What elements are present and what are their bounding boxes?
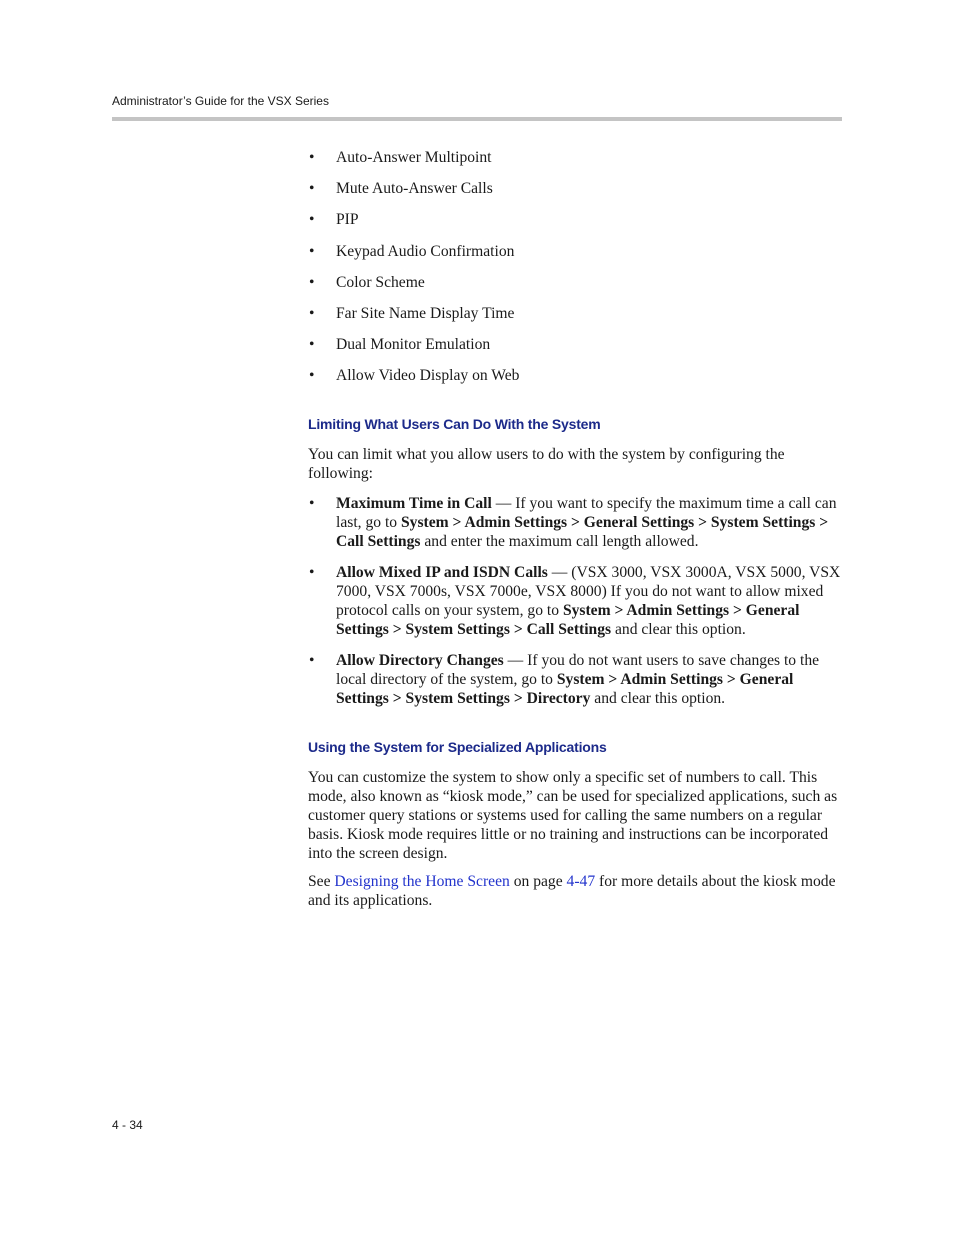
setting-term: Allow Mixed IP and ISDN Calls <box>336 564 548 582</box>
see-also-paragraph: See Designing the Home Screen on page 4-47 for more details about the kiosk mode and its applications. <box>308 873 836 910</box>
setting-term: Maximum Time in Call <box>336 495 492 513</box>
list-item: • Auto-Answer Multipoint <box>308 148 842 167</box>
list-item: • Allow Directory Changes — If you do not want users to save changes to the local directory of the system, go to System > Admin Settings > General Settings > System Settings > Directory and clear this option. <box>308 651 842 708</box>
list-item: • Mute Auto-Answer Calls <box>308 179 842 198</box>
page-number: 4 - 34 <box>112 1118 143 1132</box>
limiting-list <box>308 494 842 708</box>
designing-home-screen-link[interactable]: Designing the Home Screen <box>334 873 510 891</box>
section-heading-specialized: Using the System for Specialized Applications <box>308 739 607 756</box>
menu-path: System > Admin Settings > General Settings > System Settings > Call Settings <box>336 514 829 551</box>
list-item: • Color Scheme <box>308 273 842 292</box>
list-item: • PIP <box>308 210 842 229</box>
specialized-paragraph: You can customize the system to show only a specific set of numbers to call. This mode, also known as “kiosk mode,” can be used for specialized applications, such as customer query stations or systems used for calling the same numbers on a regular basis. Kiosk mode requires little or no training and instructions can be incorporated into the screen design. <box>308 769 838 863</box>
header-rule <box>112 117 842 121</box>
settings-list <box>308 148 842 385</box>
section-heading-limiting: Limiting What Users Can Do With the System <box>308 416 601 433</box>
list-item: • Allow Video Display on Web <box>308 366 842 385</box>
list-item: • Dual Monitor Emulation <box>308 335 842 354</box>
list-item: • Keypad Audio Confirmation <box>308 242 842 261</box>
menu-path: System > Admin Settings > General Settings > System Settings > Call Settings <box>336 602 800 639</box>
menu-path: System > Admin Settings > General Settings > System Settings > Directory <box>336 671 794 708</box>
setting-term: Allow Directory Changes <box>336 652 504 670</box>
list-item: • Allow Mixed IP and ISDN Calls — (VSX 3000, VSX 3000A, VSX 5000, VSX 7000, VSX 7000s, VSX 7000e, VSX 8000) If you do not want to allow mixed protocol calls on your system, go to System > Admin Settings > General Settings > System Settings > Call Settings and clear this option. <box>308 563 842 639</box>
page-content <box>308 148 842 910</box>
page-4-47-link[interactable]: 4-47 <box>566 873 596 891</box>
limiting-intro: You can limit what you allow users to do with the system by configuring the following: <box>308 446 785 483</box>
running-header: Administrator’s Guide for the VSX Series <box>112 94 329 108</box>
list-item: • Far Site Name Display Time <box>308 304 842 323</box>
list-item: • Maximum Time in Call — If you want to specify the maximum time a call can last, go to System > Admin Settings > General Settings > System Settings > Call Settings and enter the maximum call length allowed. <box>308 494 842 551</box>
